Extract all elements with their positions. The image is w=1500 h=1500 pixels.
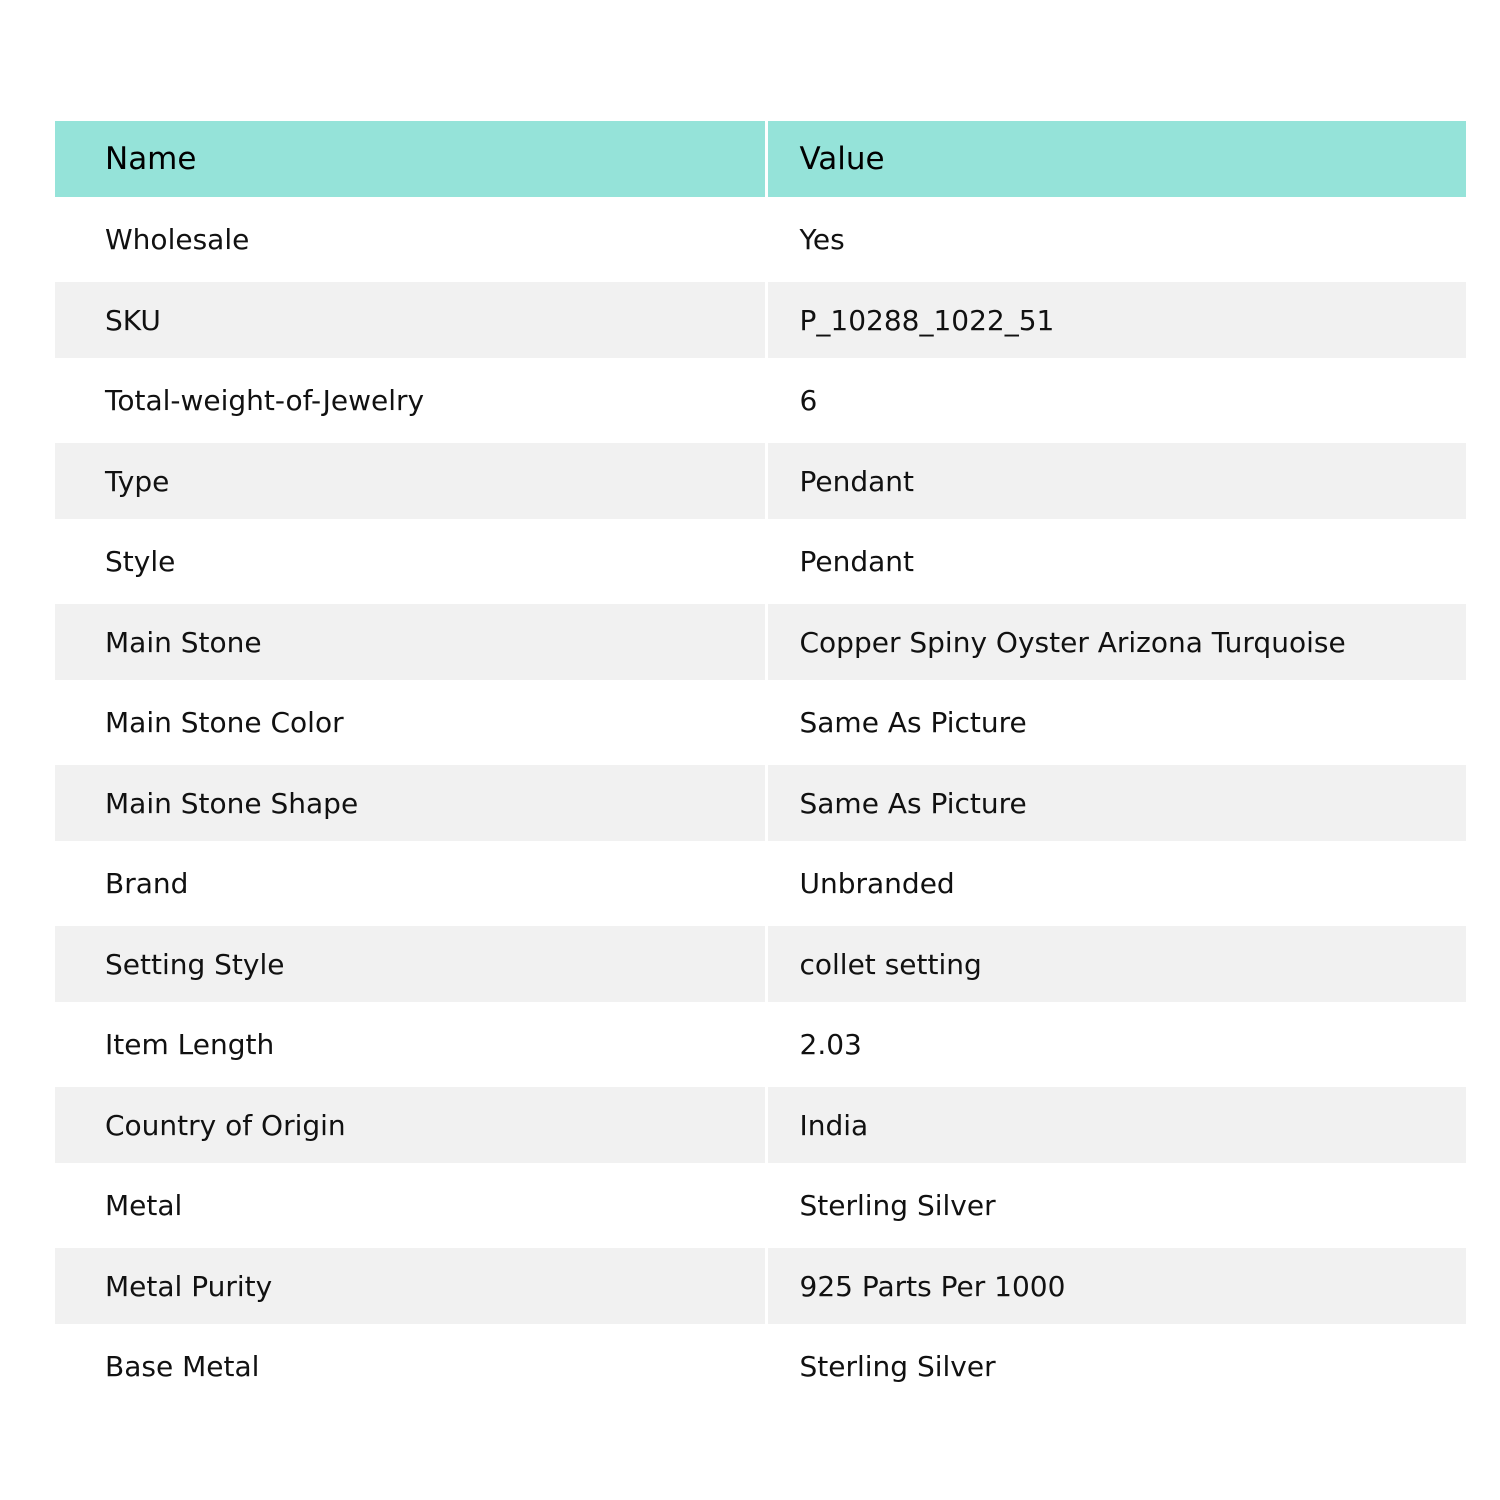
attribute-value: Yes xyxy=(799,223,845,256)
attribute-value: India xyxy=(799,1108,869,1142)
table-row xyxy=(55,926,1466,1002)
attribute-value: 2.03 xyxy=(799,1028,862,1061)
table-row xyxy=(55,358,1466,443)
attribute-name: Main Stone xyxy=(55,604,766,680)
table-row xyxy=(55,1248,1466,1324)
attribute-value: Sterling Silver xyxy=(799,1350,996,1383)
table-row xyxy=(55,1324,1466,1409)
table-row xyxy=(55,765,1466,841)
attribute-value: Sterling Silver xyxy=(799,1189,996,1222)
attribute-value: 925 Parts Per 1000 xyxy=(799,1269,1066,1303)
attribute-value: Copper Spiny Oyster Arizona Turquoise xyxy=(799,625,1346,659)
table-row xyxy=(55,282,1466,358)
attribute-value: Pendant xyxy=(799,464,915,498)
attribute-name: SKU xyxy=(55,282,766,358)
header-row xyxy=(55,121,1466,197)
attribute-value: Same As Picture xyxy=(799,706,1027,739)
attribute-name: Metal xyxy=(55,1163,766,1248)
attribute-name: Country of Origin xyxy=(55,1087,766,1163)
attribute-name: Base Metal xyxy=(55,1324,766,1409)
attribute-name: Brand xyxy=(55,841,766,926)
attribute-value: P_10288_1022_51 xyxy=(799,303,1055,337)
attribute-name: Type xyxy=(55,443,766,519)
attribute-name: Main Stone Color xyxy=(55,680,766,765)
attribute-name: Setting Style xyxy=(55,926,766,1002)
attribute-name: Style xyxy=(55,519,766,604)
table-row xyxy=(55,519,1466,604)
table-row xyxy=(55,1163,1466,1248)
attribute-name: Wholesale xyxy=(55,197,766,282)
table-row xyxy=(55,680,1466,765)
attribute-name: Main Stone Shape xyxy=(55,765,766,841)
table-row xyxy=(55,841,1466,926)
attribute-name: Total-weight-of-Jewelry xyxy=(55,358,766,443)
table-row xyxy=(55,1002,1466,1087)
column-header-value: Value xyxy=(799,141,885,177)
table-row xyxy=(55,1087,1466,1163)
attribute-name: Item Length xyxy=(55,1002,766,1087)
attribute-value: collet setting xyxy=(799,947,982,981)
table-row xyxy=(55,443,1466,519)
attribute-value: Unbranded xyxy=(799,867,955,900)
table-header xyxy=(55,121,1466,197)
attribute-name: Metal Purity xyxy=(55,1248,766,1324)
specifications-table xyxy=(55,121,1466,1409)
table-row xyxy=(55,604,1466,680)
attribute-value: 6 xyxy=(799,384,818,417)
attribute-value: Same As Picture xyxy=(799,786,1027,820)
table-row xyxy=(55,197,1466,282)
column-header-name: Name xyxy=(55,121,766,197)
table-body xyxy=(55,197,1466,1409)
attribute-value: Pendant xyxy=(799,545,915,578)
